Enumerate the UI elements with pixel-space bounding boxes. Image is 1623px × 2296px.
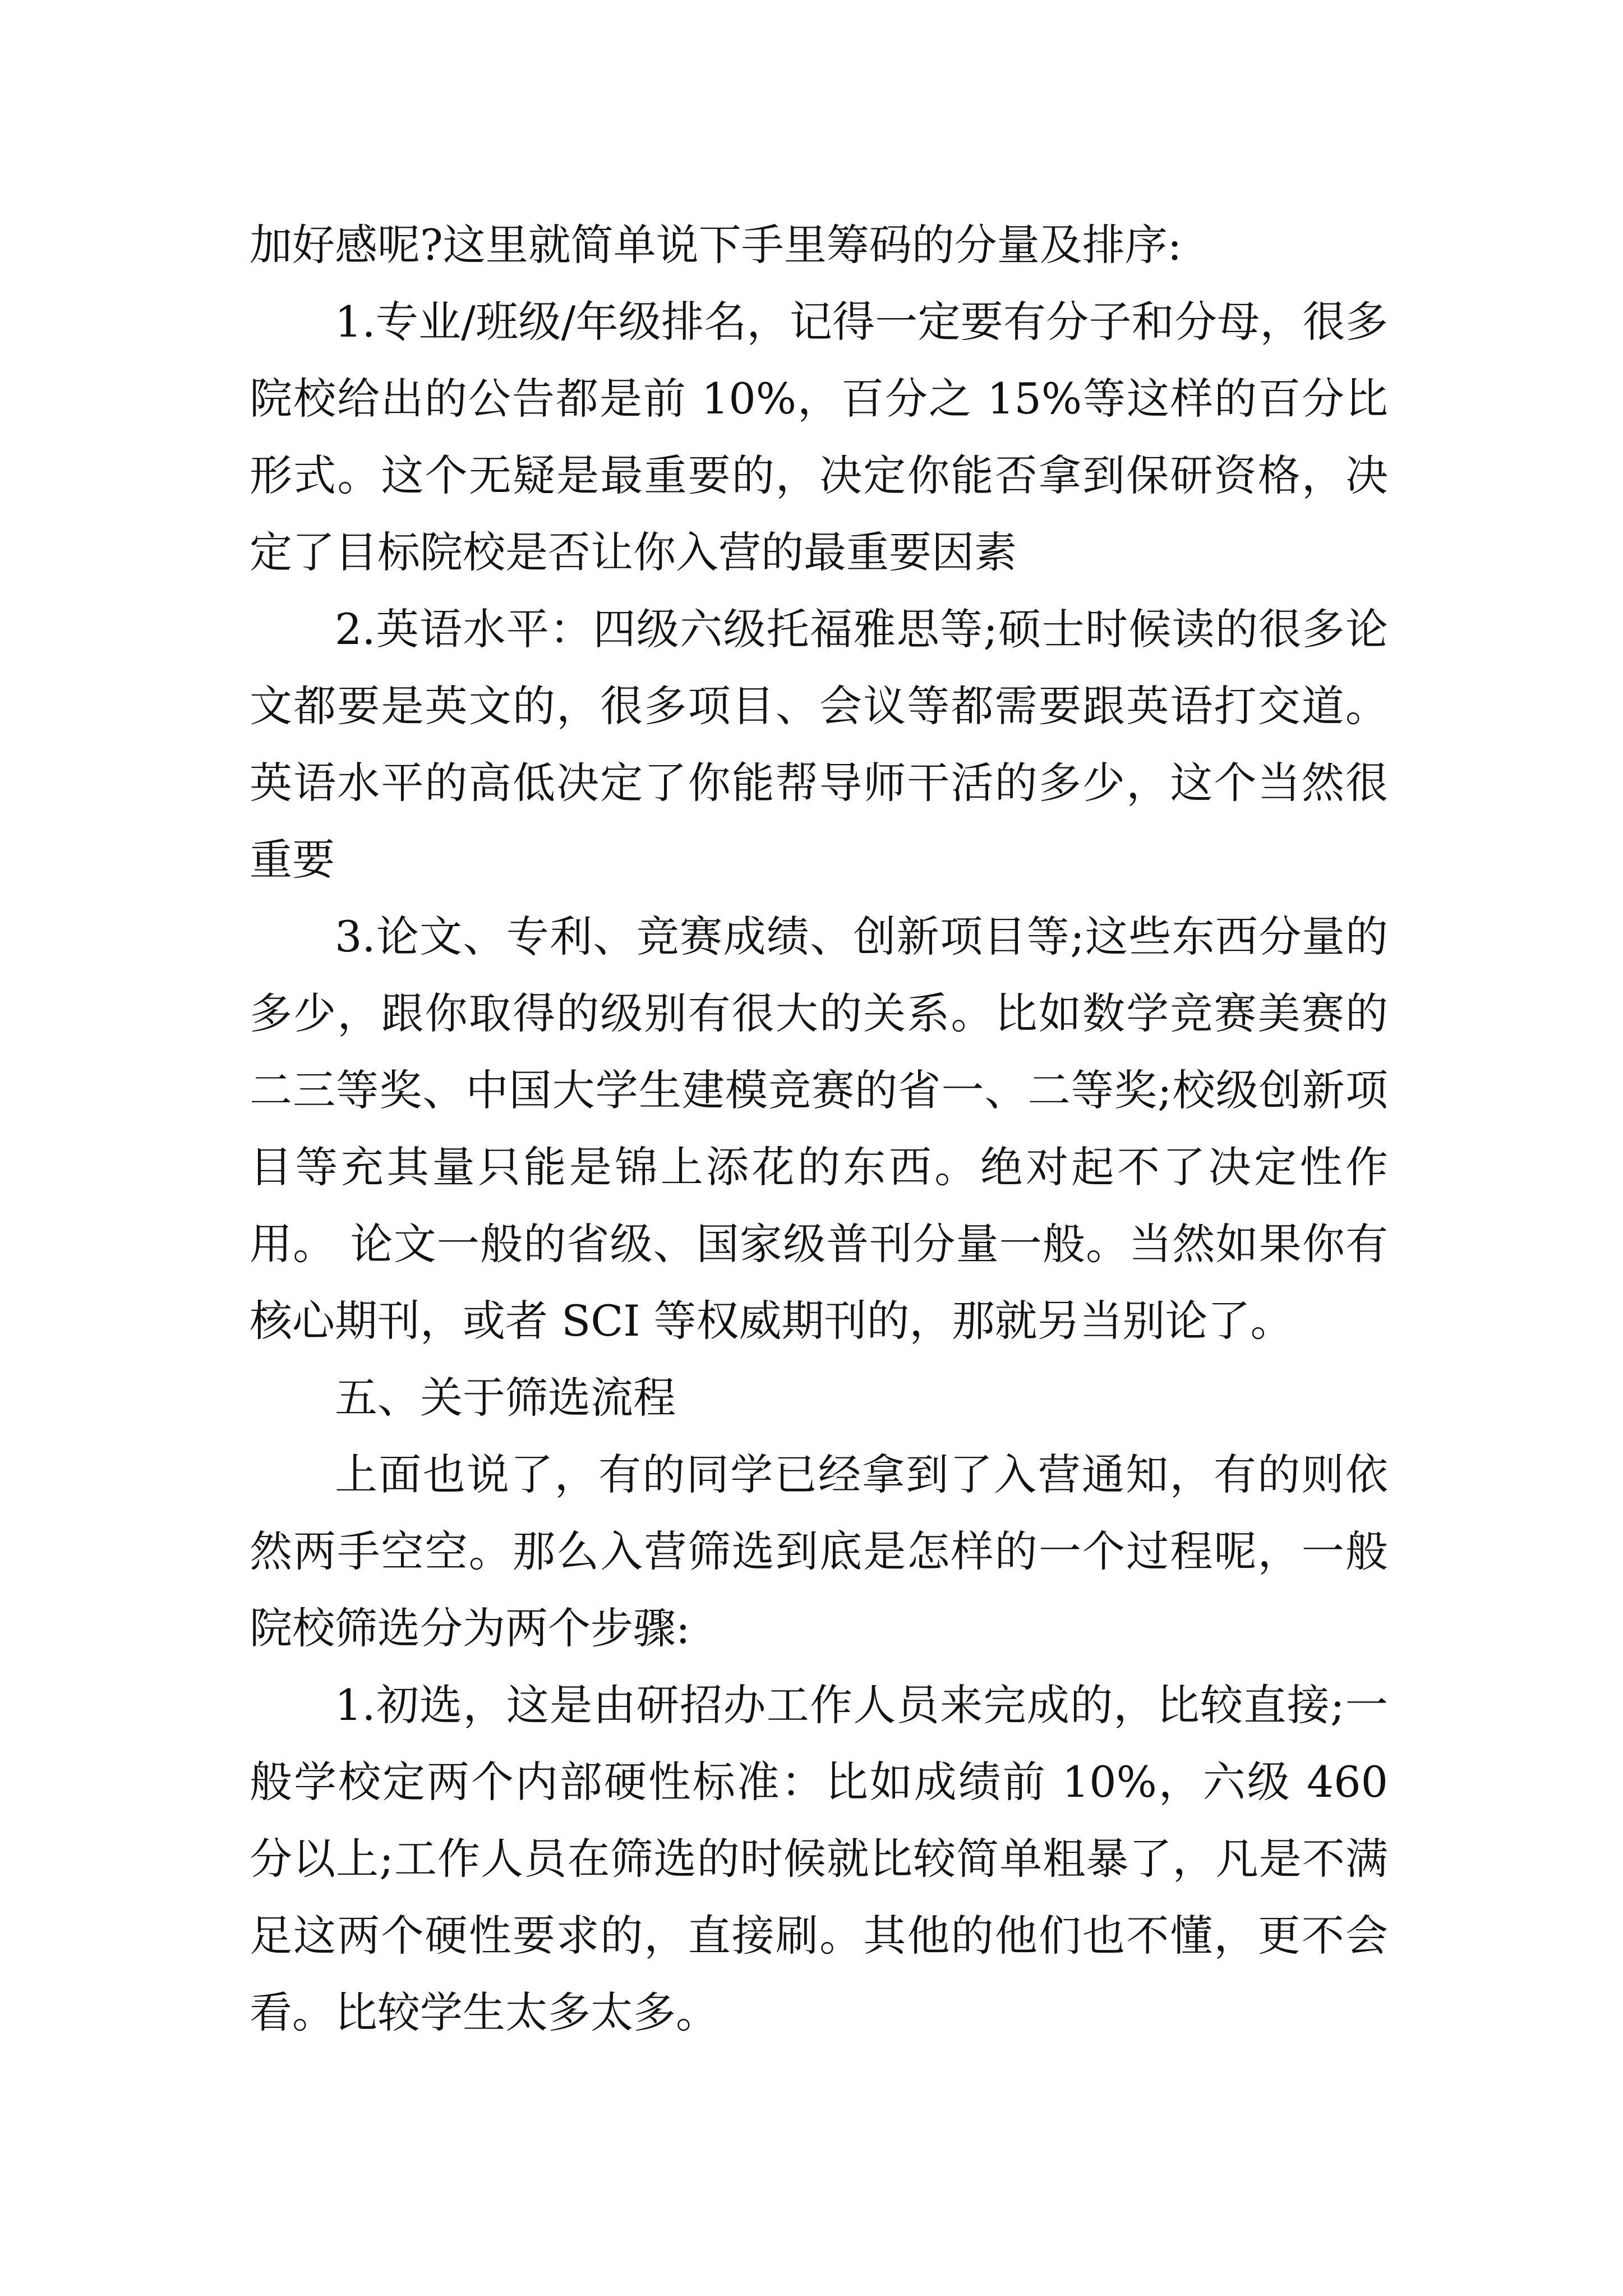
paragraph-item-english: 2.英语水平：四级六级托福雅思等;硕士时候读的很多论文都要是英文的，很多项目、会议等都需要跟英语打交道。英语水平的高低决定了你能帮导师干活的多少，这个当然很重要 [250,604,1388,885]
paragraph-item-ranking: 1.专业/班级/年级排名，记得一定要有分子和分母，很多院校给出的公告都是前 10%，百分之 15%等这样的百分比形式。这个无疑是最重要的，决定你能否拿到保研资格，决定了目标院校是否让你入营的最重要因素 [250,297,1388,577]
paragraph-step-initial: 1.初选，这是由研招办工作人员来完成的，比较直接;一般学校定两个内部硬性标准：比如成绩前 10%，六级 460 分以上;工作人员在筛选的时候就比较简单粗暴了，凡是不满足这两个硬性要求的，直接刷。其他的他们也不懂，更不会看。比较学生太多太多。 [250,1680,1388,2037]
paragraph-item-papers: 3.论文、专利、竞赛成绩、创新项目等;这些东西分量的多少，跟你取得的级别有很大的关系。比如数学竞赛美赛的二三等奖、中国大学生建模竞赛的省一、二等奖;校级创新项目等充其量只能是锦上添花的东西。绝对起不了决定性作用。 论文一般的省级、国家级普刊分量一般。当然如果你有核心期刊，或者 SCI 等权威期刊的，那就另当别论了。 [250,912,1388,1346]
paragraph-screening-intro: 上面也说了，有的同学已经拿到了入营通知，有的则依然两手空空。那么入营筛选到底是怎样的一个过程呢，一般院校筛选分为两个步骤: [250,1450,1388,1653]
section-heading-screening: 五、关于筛选流程 [335,1373,676,1423]
paragraph-intro: 加好感呢?这里就简单说下手里筹码的分量及排序: [250,220,1182,270]
document-body [250,206,1388,2051]
